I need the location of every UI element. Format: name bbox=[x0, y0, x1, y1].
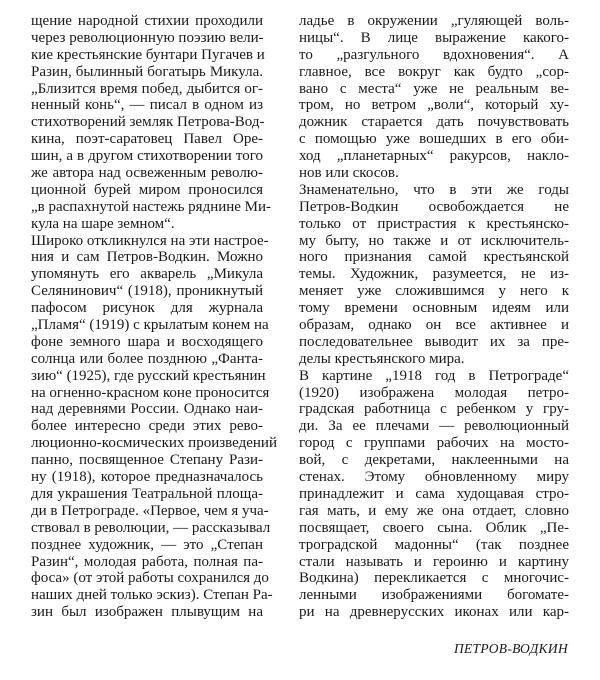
text-line: посвящает, своего сына. Облик „Пе- bbox=[299, 519, 569, 536]
text-line: градская работница с ребенком у гру- bbox=[299, 401, 569, 418]
text-line: кие крестьянские бунтари Пугачев и bbox=[31, 46, 265, 63]
text-line: шин, а в другом стихотворении того bbox=[31, 148, 263, 165]
text-line: ционной бурей миром проносился bbox=[31, 181, 263, 198]
text-line: последовательнее выводит их за пре- bbox=[299, 333, 569, 350]
text-line: город с группами рабочих на мосто- bbox=[299, 435, 569, 452]
text-line: Водкина) перекликается с многочис- bbox=[299, 570, 569, 587]
text-line: позднее художник, — это „Степан bbox=[31, 536, 263, 553]
text-line: кула на шаре земном“. bbox=[31, 215, 175, 232]
text-line: стали называть и героиню и картину bbox=[299, 553, 569, 570]
text-line: более интересно среди этих рево- bbox=[31, 418, 263, 435]
text-line: меняет уже сложившимся у него к bbox=[299, 283, 569, 300]
text-line: Разин“, молодая работа, полная па- bbox=[31, 553, 263, 570]
text-line: ход „планетарных“ ракурсов, накло- bbox=[299, 148, 569, 165]
text-line: тому времени основным идеям или bbox=[299, 300, 569, 317]
text-line: на огненно-красном коне проносится bbox=[31, 384, 270, 401]
text-line: солнца или более позднюю „Фанта- bbox=[31, 350, 263, 367]
text-line: вано с места“ уже не реальным ве- bbox=[299, 80, 569, 97]
text-line: зин был изображен плывущим на bbox=[31, 604, 263, 621]
text-line: принадлежит и сама худощавая стро- bbox=[299, 485, 569, 502]
text-line: вой, с декретами, наклеенными на bbox=[299, 452, 569, 469]
text-line: зию“ (1925), где русский крестьянин bbox=[31, 367, 266, 384]
text-line: троградской мадонны“ (так позднее bbox=[299, 536, 569, 553]
text-line: через революционную поэзию вели- bbox=[31, 29, 264, 46]
text-line: темы. Художник, разумеется, не из- bbox=[299, 266, 569, 283]
text-line: му быту, но также и от исключитель- bbox=[299, 232, 569, 249]
text-line: „Пламя“ (1919) с крылатым конем на bbox=[31, 317, 269, 334]
text-line: Петров-Водкин освобождается не bbox=[299, 198, 569, 215]
text-column-right bbox=[299, 13, 569, 621]
text-line: фоса» (от этой работы сохранился до bbox=[31, 570, 269, 587]
text-line: ну (1918), которое предназначалось bbox=[31, 469, 263, 486]
text-line: дожник старается дать почувствовать bbox=[299, 114, 569, 131]
text-line: ди. За ее плечами — революционный bbox=[299, 418, 569, 435]
text-line: упомянуть его акварель „Микула bbox=[31, 266, 263, 283]
text-line: стихотворений земляк Петрова-Вод- bbox=[31, 114, 265, 131]
text-line: (1920) изображена молодая петро- bbox=[299, 384, 569, 401]
text-line: с помощью уже вошедших в его оби- bbox=[299, 131, 569, 148]
text-line: Широко откликнулся на эти настрое- bbox=[31, 232, 269, 249]
text-line: образам, однако он все активнее и bbox=[299, 317, 569, 334]
text-line: ного признания самой крестьянской bbox=[299, 249, 569, 266]
text-line: люционно-космических произведений bbox=[31, 435, 277, 452]
text-line: В картине „1918 год в Петрограде“ bbox=[299, 367, 569, 384]
text-line: главное, все вокруг как будто „сор- bbox=[299, 63, 569, 80]
text-line: над деревнями России. Однако наи- bbox=[31, 401, 263, 418]
text-line: щение народной стихии проходили bbox=[31, 13, 263, 29]
text-line: для украшения Театральной площа- bbox=[31, 485, 263, 502]
text-line: гая мать, и ему же она отдает, словно bbox=[299, 502, 569, 519]
text-line: фоне земного шара и восходящего bbox=[31, 333, 263, 350]
text-line: ри на древнерусских иконах или кар- bbox=[299, 604, 569, 621]
text-line: ствовал в революции, — рассказывал bbox=[31, 519, 271, 536]
text-line: кина, поэт-саратовец Павел Оре- bbox=[31, 131, 263, 148]
text-line: делы крестьянского мира. bbox=[299, 350, 465, 367]
text-line: ди в Петрограде. «Первое, чем я уча- bbox=[31, 502, 269, 519]
text-line: панно, посвященное Степану Рази- bbox=[31, 452, 263, 469]
text-line: ленными изображениями богомате- bbox=[299, 587, 569, 604]
text-line: тром, но ветром „воли“, который ху- bbox=[299, 97, 569, 114]
text-line: то „разгульного вдохновения“. А bbox=[299, 46, 569, 63]
text-line: Разин, былинный богатырь Микула. bbox=[31, 63, 263, 80]
text-line: Селянинович“ (1918), проникнутый bbox=[31, 283, 263, 300]
text-line: „Близится время побед, дыбится ог- bbox=[31, 80, 263, 97]
text-line: наших дней только эскиз). Степан Ра- bbox=[31, 587, 273, 604]
text-line: только от пристрастия к крестьянско- bbox=[299, 215, 569, 232]
text-line: пафосом рисунок для журнала bbox=[31, 300, 263, 317]
text-line: ненный конь“, — писал в одном из bbox=[31, 97, 263, 114]
text-line: нов или скосов. bbox=[299, 165, 399, 182]
text-line: ладье в окружении „гуляющей воль- bbox=[299, 13, 569, 29]
text-line: же автора над освеженным револю- bbox=[31, 165, 263, 182]
text-line: стенах. Этому обновленному миру bbox=[299, 469, 569, 486]
text-line: ния и сам Петров-Водкин. Можно bbox=[31, 249, 263, 266]
text-column-left bbox=[31, 13, 277, 621]
running-footer-title: ПЕТРОВ-ВОДКИН bbox=[453, 641, 568, 656]
text-line: ницы“. В лице выражение какого- bbox=[299, 29, 569, 46]
text-line: „в распахнутой настежь ряднине Ми- bbox=[31, 198, 272, 215]
text-line: Знаменательно, что в эти же годы bbox=[299, 181, 569, 198]
